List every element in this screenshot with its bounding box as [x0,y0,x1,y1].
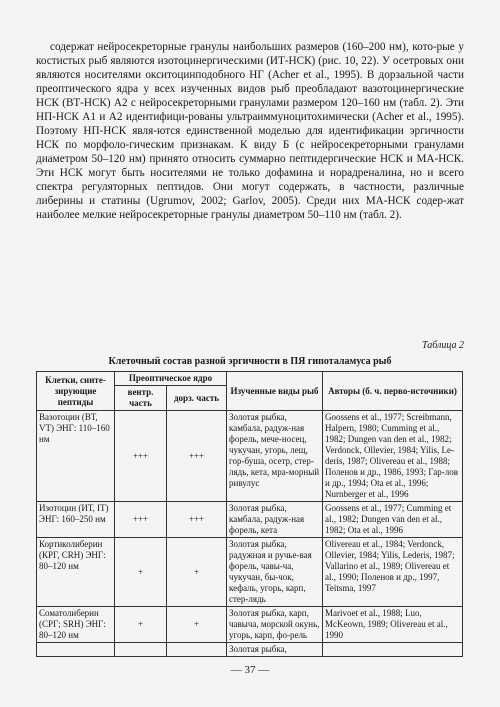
cell-peptide: Вазотоцин (ВТ, VT) ЭНГ: 110–160 нм [37,411,115,502]
cell-ventral [115,643,167,657]
cell-dorsal: + [167,538,227,607]
table-row [37,502,463,538]
table-row [37,538,463,607]
header-species: Изученные виды рыб [227,372,323,411]
header-preoptic: Преоптическое ядро [115,372,227,386]
cell-species: Золотая рыбка, камбала, радуж-ная форель, кета [227,502,323,538]
table-label: Таблица 2 [422,340,464,351]
body-paragraph: содержат нейросекреторные гранулы наибольших размеров (160–200 нм), кото-рые у костистых рыб являются изотоцинергическими (ИТ-НСК) (рис. 10, 22). У осетровых они являются носителями окситоцинподобного НГ (Acher et al., 1995). В дорзальной части преоптического ядра у всех изученных видов рыб преобладают вазотоцинергические НСК (ВТ-НСК) А2 с нейросекреторными гранулами размером 120–160 нм (табл. 2). Эти НП-НСК А1 и А2 идентифици-рованы ультраиммуноцитохимически (Acher et al., 1995). Поэтому НП-НСК явля-ются единственной моделью для идентификации эргичности НСК по морфоло-гическим признакам. К виду Б (с нейросекреторными гранулами диаметром 50–120 нм) принято относить суммарно пептидергические НСК и МА-НСК. Эти НСК могут быть носителями не только дофамина и норадреналина, но и всего спектра регуляторных пептидов. Они могут содержать, в частности, различные либерины и статины (Ugrumov, 2002; Garlov, 2005). Среди них МА-НСК содер-жат наиболее мелкие нейросекреторные гранулы диаметром 50–110 нм (табл. 2). [36,41,464,221]
table-row [37,607,463,643]
cell-species: Золотая рыбка, камбала, радуж-ная форель, мече-носец, чукучан, угорь, лещ, гор-буша, осетр, стер-лядь, кета, мра-морный ривулус [227,411,323,502]
header-authors: Авторы (б. ч. перво-источники) [323,372,463,411]
data-table [36,371,463,657]
cell-dorsal: +++ [167,411,227,502]
cell-dorsal: + [167,607,227,643]
cell-peptide: Соматолиберин (СРГ; SRH) ЭНГ: 80–120 нм [37,607,115,643]
header-ventral: вентр. часть [115,386,167,411]
cell-peptide [37,643,115,657]
cell-peptide: Кортиколиберин (КРГ, CRH) ЭНГ: 80–120 нм [37,538,115,607]
cell-ventral: +++ [115,411,167,502]
cell-ventral: +++ [115,502,167,538]
cell-authors: Marivoet et al., 1988; Luo, McKeown, 1989; Olivereau et al., 1990 [323,607,463,643]
cell-ventral: + [115,538,167,607]
cell-authors: Goossens et al., 1977; Cumming et al., 1982; Dungen van den et al., 1982; Ota et al., 1996 [323,502,463,538]
table-row [37,411,463,502]
table-header-row [37,372,463,386]
cell-species: Золотая рыбка, карп, чавыча, морской окунь, угорь, карп, фо-рель [227,607,323,643]
page-number: — 37 — [230,664,270,676]
header-dorsal: дорз. часть [167,386,227,411]
cell-species: Золотая рыбка, [227,643,323,657]
cell-authors: Olivereau et al., 1984; Verdonck, Ollevier, 1984; Yilis, Lederis, 1987; Vallarino et al., 1989; Olivereau et al., 1990; Поленов и др., 1997, Teitsma, 1997 [323,538,463,607]
cell-ventral: + [115,607,167,643]
table-row [37,643,463,657]
cell-authors [323,643,463,657]
cell-dorsal [167,643,227,657]
cell-authors: Goossens et al., 1977; Screibmann, Halpern, 1980; Cumming et al., 1982; Dungen van den et al., 1982; Verdonck, Ollevier, 1984; Yilis, Le-deris, 1987; Olivereau et al., 1988; Поленов и др., 1986, 1993; Гар-лов и др., 1994; Ota et al., 1996; Nurnberger et al., 1996 [323,411,463,502]
table-title: Клеточный состав разной эргичности в ПЯ гипоталамуса рыб [108,356,392,367]
header-cells: Клетки, синте-зирующие пептиды [37,372,115,411]
cell-peptide: Изотоцин (ИТ, IT) ЭНГ: 160–250 нм [37,502,115,538]
cell-species: Золотая рыбка, радужная и ручье-вая форель, чавы-ча, чукучан, бы-чок, кефаль, угорь, карп, стер-лядь [227,538,323,607]
cell-dorsal: +++ [167,502,227,538]
